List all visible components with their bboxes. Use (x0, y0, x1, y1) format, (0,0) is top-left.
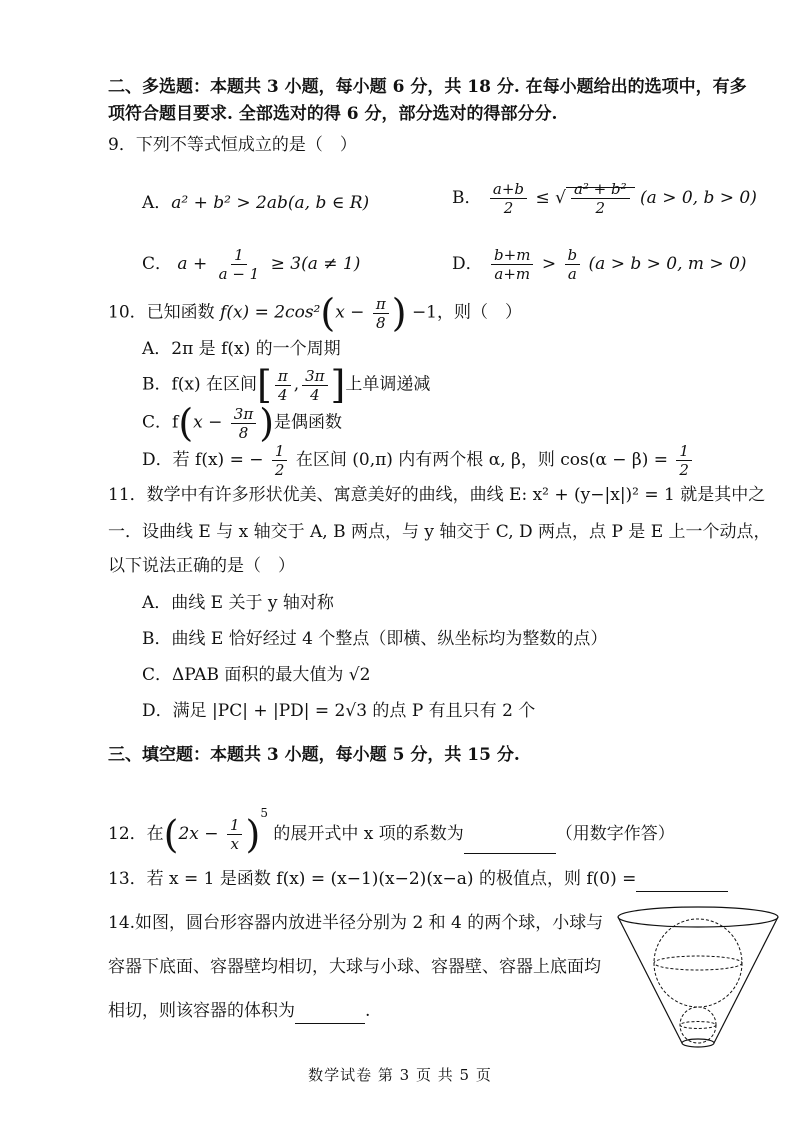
frustum-right-side (714, 917, 778, 1043)
q9-option-a (142, 190, 369, 216)
q9-b-fraction: $\frac{a+b}{2}$ (490, 180, 527, 217)
q13-text: 13．若 x = 1 是函数 f(x) = (x−1)(x−2)(x−a) 的极值点，则 f(0) = (108, 869, 637, 889)
q10-post: −1，则（ ） (411, 302, 522, 323)
q10-b-pre: B．f(x) 在区间 (142, 374, 258, 395)
q13-stem (108, 866, 728, 892)
q10-fraction: $\frac{\pi}{8}$ (373, 295, 389, 332)
q10-function: f(x) = 2cos² (220, 302, 321, 323)
q14-answer-blank[interactable] (295, 1023, 365, 1024)
q9-b-sqrt-fraction: $\frac{\text{a² + b²}}{2}$ (571, 180, 630, 217)
frustum-left-side (618, 917, 682, 1043)
section2-heading-line2: 项符合题目要求. 全部选对的得 6 分，部分选对的得部分分. (108, 104, 558, 124)
q12-fraction: $\frac{1}{x}$ (227, 816, 243, 853)
q11-line3: 以下说法正确的是（ ） (108, 556, 295, 576)
q12-exponent: 5 (260, 806, 268, 820)
frustum-with-spheres-figure (615, 905, 781, 1055)
q10-b-fraction1: $\frac{\pi}{4}$ (275, 367, 291, 404)
q12-answer-blank[interactable] (464, 853, 556, 854)
q11-line1: 11．数学中有许多形状优美、寓意美好的曲线，曲线 E: x² + (y−|x|)² = 1 就是其中之 (108, 485, 766, 505)
q11-option-d: D．满足 |PC| + |PD| = 2√3 的点 P 有且只有 2 个 (142, 701, 536, 721)
q9-d-fraction2: $\frac{b}{a}$ (565, 246, 581, 283)
q10-inner: x − (335, 302, 365, 323)
q11-option-a: A．曲线 E 关于 y 轴对称 (142, 593, 334, 613)
q9-d-fraction1: $\frac{b+m}{a+m}$ (491, 246, 533, 283)
q10-option-a: A．2π 是 f(x) 的一个周期 (142, 339, 341, 359)
q10-d-pre: D．若 f(x) = − (142, 450, 264, 470)
q10-c-inner: x − (193, 412, 223, 433)
q13-answer-blank[interactable] (636, 891, 728, 892)
large-sphere-equator (654, 956, 742, 970)
q10-d-fraction1: $\frac{1}{2}$ (272, 442, 288, 479)
q10-option-c: C．f(x − $\frac{3\pi}{8}$ )是偶函数 (142, 401, 343, 445)
q9-option-c (142, 246, 360, 283)
q10-d-mid: 在区间 (0,π) 内有两个根 α, β，则 cos(α − β) = (295, 450, 668, 470)
q9-c-fraction: $\frac{1}{a - 1}$ (218, 246, 260, 283)
q10-b-post: 上单调递减 (345, 374, 431, 395)
q9-d-relation: > (541, 254, 557, 274)
section2-heading-line1: 二、多选题：本题共 3 小题，每小题 6 分，共 18 分. 在每小题给出的选项中，有多 (108, 77, 747, 97)
q12-pre: 12．在 (108, 824, 164, 844)
q12-inner: 2x − (178, 824, 219, 844)
q14-line3-text: 相切，则该容器的体积为 (108, 1001, 295, 1021)
q9-option-d (452, 246, 747, 283)
q10-c-pre: C．f (142, 412, 179, 433)
q14-tail: . (365, 1001, 371, 1021)
q12-tail: （用数字作答） (555, 824, 675, 844)
q9-c-pre: a + (177, 254, 208, 274)
q9-c-post: ≥ 3(a ≠ 1) (270, 254, 361, 274)
q9-a-label: A． (142, 193, 172, 213)
q9-d-label: D． (452, 254, 483, 274)
page-footer: 数学试卷 第 3 页 共 5 页 (308, 1066, 492, 1084)
q9-stem: 9．下列不等式恒成立的是（ ） (108, 135, 357, 155)
q9-b-relation: ≤ (535, 188, 550, 208)
q9-option-b: B． $\frac{a+b}{2}$ ≤ √ $\frac{\text{a² + b²}}{2}$ (a > 0, b > 0) (452, 180, 757, 217)
small-sphere-equator (680, 1022, 716, 1029)
q9-a-math: a² + b² > 2ab(a, b ∈ R) (171, 193, 370, 213)
q9-c-label: C． (142, 254, 173, 274)
q11-line2: 一．设曲线 E 与 x 轴交于 A, B 两点，与 y 轴交于 C, D 两点，点 P 是 E 上一个动点， (108, 522, 771, 542)
q10-option-d (142, 442, 695, 479)
q10-option-b: B．f(x) 在区间[ $\frac{\pi}{4}$ , $\frac{3\pi}{4}$ ]上单调递减 (142, 363, 431, 407)
q11-option-b: B．曲线 E 恰好经过 4 个整点（即横、纵坐标均为整数的点） (142, 629, 608, 649)
frustum-bottom-ellipse (682, 1039, 714, 1047)
q10-c-fraction: $\frac{3\pi}{8}$ (231, 405, 256, 442)
q9-b-condition: (a > 0, b > 0) (640, 188, 757, 208)
q12-post: 的展开式中 x 项的系数为 (273, 824, 464, 844)
q9-d-condition: (a > b > 0, m > 0) (588, 254, 747, 274)
q12-stem: 12．在(2x − $\frac{1}{x}$ )$^5$ 的展开式中 x 项的系数为 （用数字作答） (108, 806, 675, 857)
small-sphere (680, 1007, 716, 1043)
section3-heading: 三、填空题：本题共 3 小题，每小题 5 分，共 15 分. (108, 745, 520, 765)
q10-pre: 10．已知函数 (108, 302, 215, 323)
large-sphere (654, 919, 742, 1007)
q10-d-fraction2: $\frac{1}{2}$ (676, 442, 692, 479)
q14-line1: 14.如图，圆台形容器内放进半径分别为 2 和 4 的两个球，小球与 (108, 913, 604, 933)
frustum-top-ellipse (618, 907, 778, 927)
q14-line3 (108, 998, 370, 1024)
q10-b-fraction2: $\frac{3\pi}{4}$ (302, 367, 327, 404)
q9-b-label: B． (452, 188, 482, 208)
q10-stem: 10．已知函数 f(x) = 2cos²(x − $\frac{\pi}{8}$ ) −1，则（ ） (108, 291, 522, 335)
q11-option-c: C．ΔPAB 面积的最大值为 √2 (142, 665, 371, 685)
q10-c-post: 是偶函数 (274, 412, 343, 433)
q14-line2: 容器下底面、容器壁均相切，大球与小球、容器壁、容器上底面均 (108, 957, 601, 977)
